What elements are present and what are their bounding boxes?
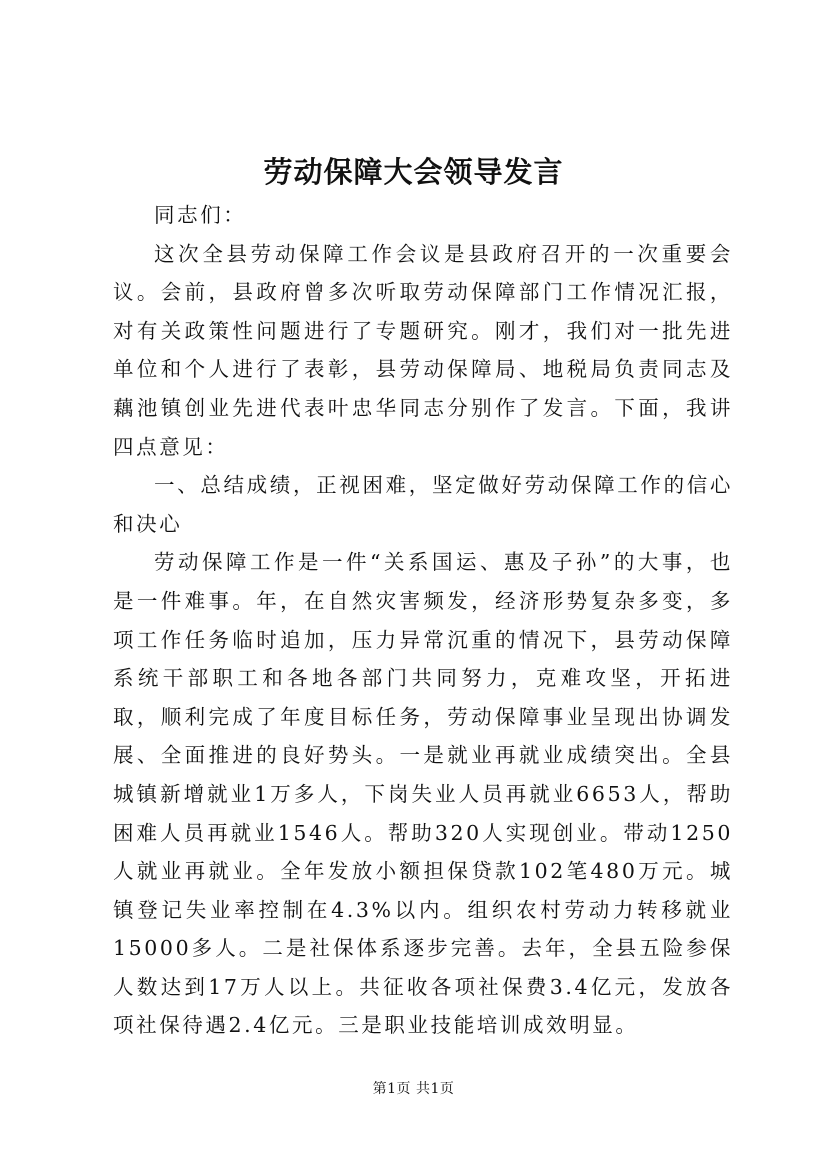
section-heading-1: 一、总结成绩，正视困难，坚定做好劳动保障工作的信心和决心 [113,473,733,536]
page-footer: 第1页 共1页 [372,1081,455,1097]
document-body [113,196,733,1045]
document-title: 劳动保障大会领导发言 [263,155,564,189]
paragraph-intro: 这次全县劳动保障工作会议是县政府召开的一次重要会议。会前，县政府曾多次听取劳动保障部门工作情况汇报，对有关政策性问题进行了专题研究。刚才，我们对一批先进单位和个人进行了表彰，县劳动保障局、地税局负责同志及藕池镇创业先进代表叶忠华同志分别作了发言。下面，我讲四点意见： [113,241,733,459]
paragraph-achievements: 劳动保障工作是一件“关系国运、惠及子孙”的大事，也是一件难事。年，在自然灾害频发，经济形势复杂多变，多项工作任务临时追加，压力异常沉重的情况下，县劳动保障系统干部职工和各地各部门共同努力，克难攻坚，开拓进取，顺利完成了年度目标任务，劳动保障事业呈现出协调发展、全面推进的良好势头。一是就业再就业成绩突出。全县城镇新增就业1万多人，下岗失业人员再就业6653人，帮助困难人员再就业1546人。帮助320人实现创业。带动1250人就业再就业。全年发放小额担保贷款102笔480万元。城镇登记失业率控制在4.3%以内。组织农村劳动力转移就业15000多人。二是社保体系逐步完善。去年，全县五险参保人数达到17万人以上。共征收各项社保费3.4亿元，发放各项社保待遇2.4亿元。三是职业技能培训成效明显。 [113,550,733,1038]
salutation: 同志们： [154,203,247,227]
